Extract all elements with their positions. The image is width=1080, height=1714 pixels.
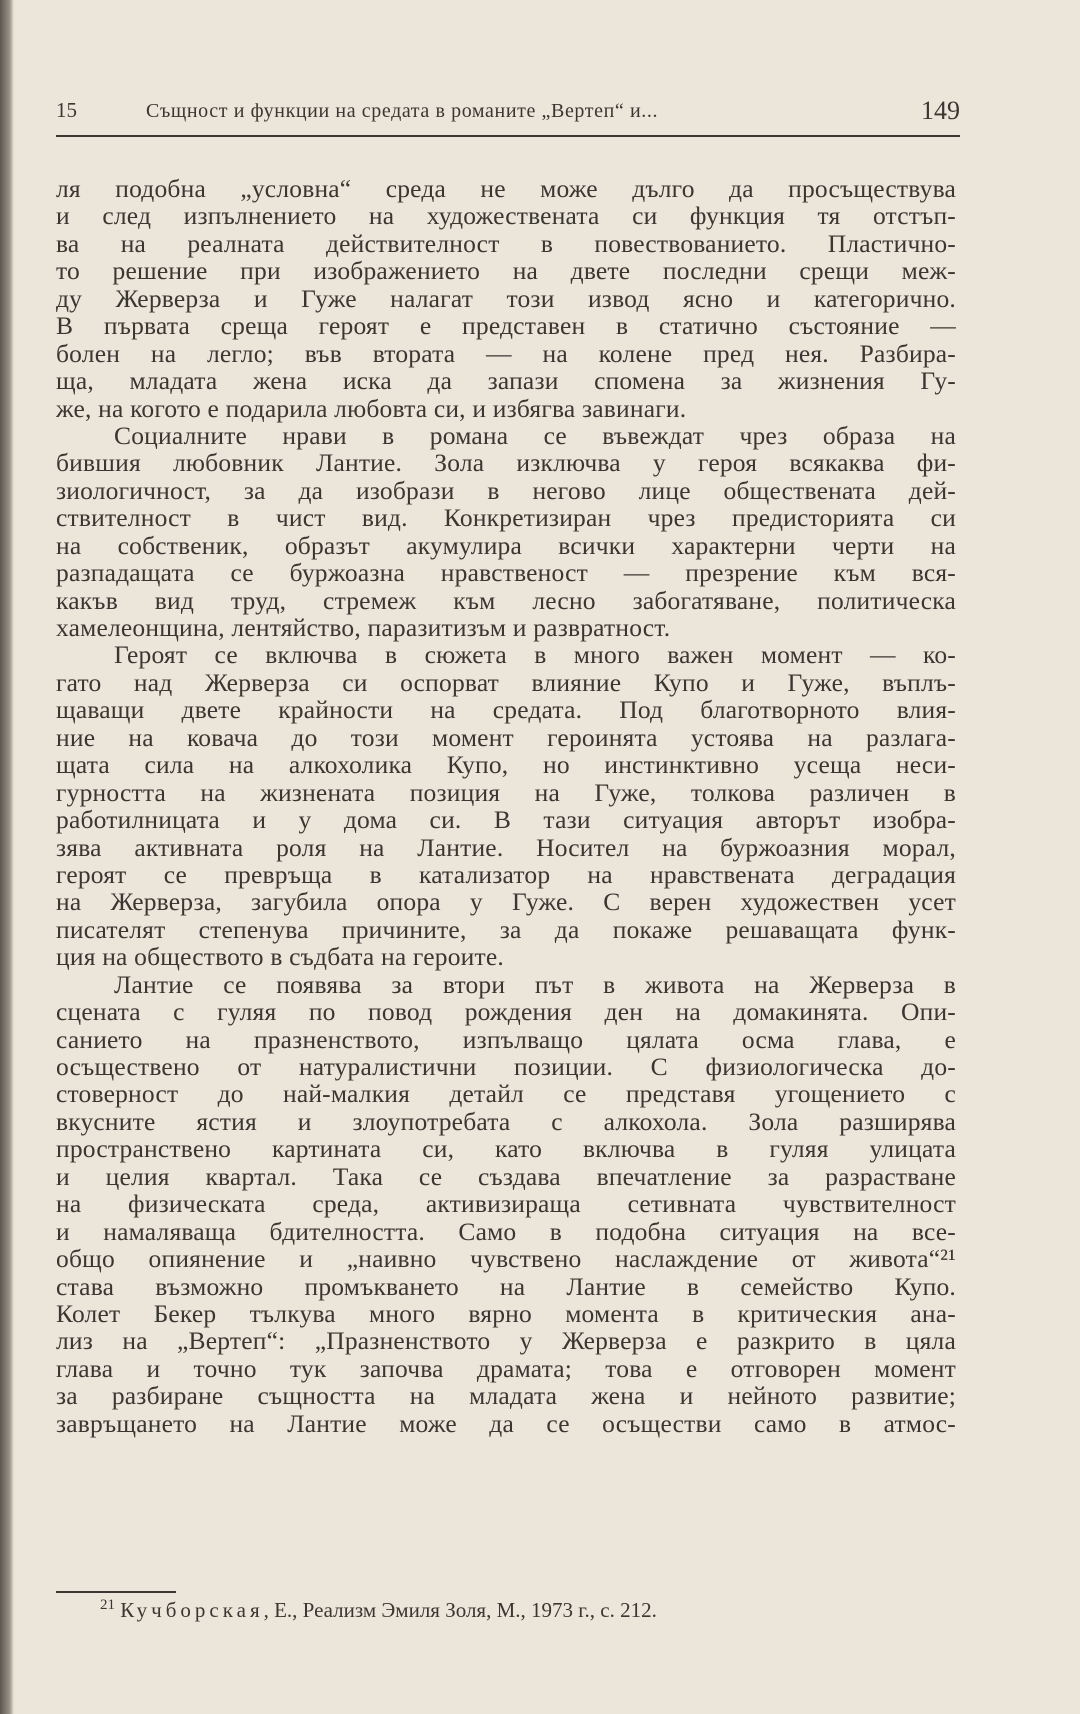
text-line: Колет Бекер тълкува много вярно момента в критическия ана- [56,1298,956,1328]
text-line: зиологичност, за да изобрази в негово лице обществената дей- [56,475,956,505]
text-line: санието на празненството, изпълващо цялата осма глава, е [56,1024,956,1054]
text-line: ду Жерверза и Гуже налагат този извод ясно и категорично. [56,283,956,313]
paragraph [56,641,956,970]
text-line: щаващи двете крайности на средата. Под благотворното влия- [56,695,956,725]
text-line: и намаляваща бдителността. Само в подобна ситуация на все- [56,1216,956,1246]
text-line: ция на обществото в съдбата на героите. [56,942,504,972]
text-line: и целия квартал. Така се създава впечатление за разрастване [56,1161,956,1191]
header-rule [56,135,960,137]
text-line: Лантие се появява за втори път в живота на Жерверза в [114,969,956,999]
text-line: бившия любовник Лантие. Зола изключва у героя всякаква фи- [56,448,956,478]
text-line: разпадащата се буржоазна нравственост — презрение към вся- [56,558,956,588]
text-line: какъв вид труд, стремеж към лесно забогатяване, политическа [56,585,956,615]
page-number: 149 [921,96,960,125]
footnote-rule [56,1591,176,1593]
text-line: гурността на жизнената позиция на Гуже, толкова различен в [56,777,956,807]
text-line: на физическата среда, активизираща сетивната чувствителност [56,1189,956,1219]
text-line: хамелеонщина, лентяйство, паразитизъм и развратност. [56,613,671,642]
text-line: работилницата и у дома си. В тази ситуация авторът изобра- [56,805,956,835]
paragraph [56,422,956,642]
text-line: за разбиране същността на младата жена и нейното развитие; [56,1381,956,1411]
book-binding-edge [0,0,14,1714]
text-line: общо опиянение и „наивно чувствено наслаждение от живота“²¹ [56,1244,956,1274]
text-line: В първата среща героят е представен в статично състояние — [56,311,956,341]
footnote-author: Кучборская [120,1598,264,1622]
text-line: то решение при изображението на двете последни срещи меж- [56,256,956,286]
chapter-number: 15 [56,98,77,122]
text-line: осъществено от натуралистични позиции. С физиологическа до- [56,1052,956,1081]
paragraph [56,971,956,1437]
text-line: гато над Жерверза си оспорват влияние Купо и Гуже, въплъ- [56,667,956,697]
text-line: глава и точно тук започва драмата; това е отговорен момент [56,1353,956,1383]
text-line: Социалните нрави в романа се въвеждат чрез образа на [114,420,956,450]
text-line: сцената с гуляя по повод рождения ден на домакинята. Опи- [56,997,956,1027]
text-line: щата сила на алкохолика Купо, но инстинктивно усеща неси- [56,750,956,780]
text-line: на Жерверза, загубила опора у Гуже. С верен художествен усет [56,887,956,917]
text-line: вкусните ястия и злоупотребата с алкохола. Зола разширява [56,1106,956,1136]
text-line: ствителност в чист вид. Конкретизиран чрез предисторията си [56,503,956,533]
footnote-marker: 21 [100,1597,115,1613]
text-line: ща, младата жена иска да запази спомена за жизнения Гу- [56,366,956,396]
text-line: болен на легло; във втората — на колене пред нея. Разбира- [56,338,956,368]
text-line: пространствено картината си, като включва в гуляя улицата [56,1134,956,1164]
body-text [56,175,956,1437]
text-line: завръщането на Лантие може да се осъществи само в атмос- [56,1408,956,1438]
text-line: и след изпълнението на художествената си функция тя отстъп- [56,201,956,231]
text-line: героят се превръща в катализатор на нравствената деградация [56,859,956,889]
text-line: стоверност до най-малкия детайл се представя угощението с [56,1079,956,1109]
running-header [56,96,960,130]
text-line: ля подобна „условна“ среда не може дълго да просъществува [56,174,956,203]
text-line: ние на ковача до този момент героинята устоява на разлага- [56,722,956,752]
footnote-citation: Е., Реализм Эмиля Золя, М., 1973 г., с. 212. [274,1598,657,1622]
text-line: на собственик, образът акумулира всички характерни черти на [56,530,956,560]
text-line: Героят се включва в сюжета в много важен момент — ко- [114,640,956,670]
text-line: ва на реалната действителност в повествованието. Пластично- [56,228,956,258]
text-line: зява активната роля на Лантие. Носител на буржоазния морал, [56,832,956,862]
running-title: Същност и функции на средата в романите „Вертеп“ и... [146,100,659,122]
text-line: писателят степенува причините, за да покаже решаващата функ- [56,914,956,944]
text-line: става възможно промъкването на Лантие в семейство Купо. [56,1271,956,1301]
text-line: лиз на „Вертеп“: „Празненството у Жерверза е разкрито в цяла [56,1326,956,1356]
text-line: же, на когото е подарила любовта си, и избягва завинаги. [56,393,687,423]
paragraph [56,175,956,422]
footnote: $^{21}$ Кучборская, Е., Реализм Эмиля Золя, М., 1973 г., с. 212. [100,1597,657,1622]
